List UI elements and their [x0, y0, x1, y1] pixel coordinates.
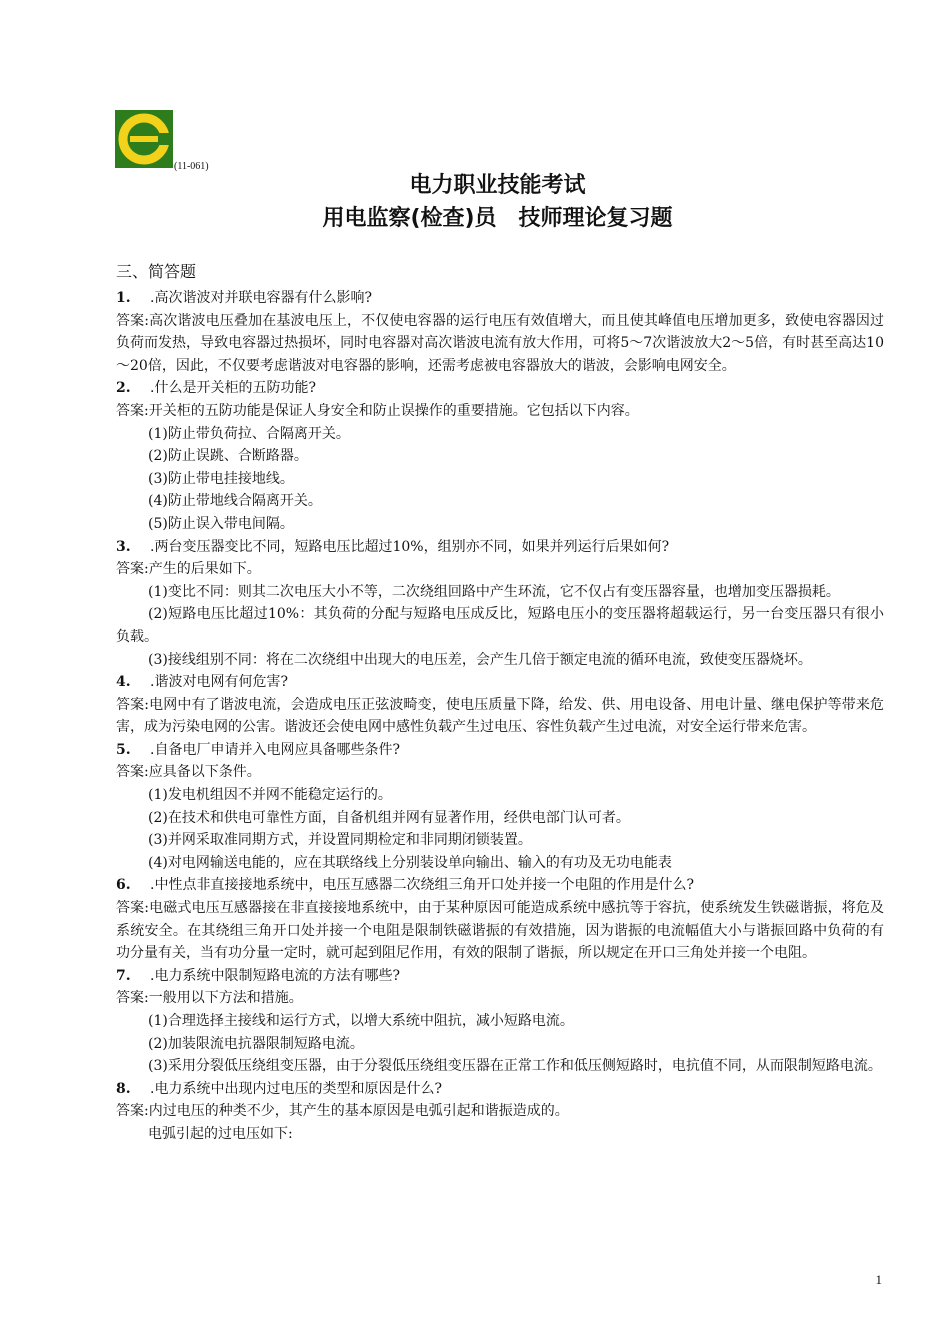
page-number: 1 [875, 1272, 882, 1287]
answer-text: 答案:电磁式电压互感器接在非直接接地系统中，由于某种原因可能造成系统中感抗等于容抗，使系统发生铁磁谐振，将危及系统安全。在其绕组三角开口处并接一个电阻是限制铁磁谐振的有效措施，因为谐振的电流幅值大小与谐振回路中负荷的有功分量有关，当有功分量一定时，就可起到阻尼作用，有效的限制了谐振，所以规定在开口三角处并接一个电阻。 [116, 900, 884, 962]
answer-item: (2)防止误跳、合断路器。 [148, 448, 308, 465]
question-text: .高次谐波对并联电容器有什么影响? [150, 290, 372, 306]
question-text: .中性点非直接接地系统中，电压互感器二次绕组三角开口处并接一个电阻的作用是什么? [150, 877, 694, 894]
question [116, 287, 884, 310]
answer-text: 答案:内过电压的种类不少，其产生的基本原因是电弧引起和谐振造成的。 [116, 1103, 569, 1120]
answer-item: (3)采用分裂低压绕组变压器，由于分裂低压绕组变压器在正常工作和低压侧短路时，电抗值不同，从而限制短路电流。 [148, 1058, 882, 1075]
question-number: 3. [116, 538, 131, 555]
question [116, 965, 884, 988]
question [116, 739, 884, 762]
question-number: 8. [116, 1080, 131, 1097]
answer-item: (2)短路电压比超过10%：其负荷的分配与短路电压成反比，短路电压小的变压器将超载运行，另一台变压器只有很小负载。 [116, 606, 884, 645]
document-title: 电力职业技能考试 [409, 173, 586, 198]
answer-item: (4)对电网输送电能的，应在其联络线上分别装设单向输出、输入的有功及无功电能表 [148, 854, 672, 871]
question [116, 874, 884, 897]
question-list [116, 287, 884, 1146]
answer-item: (2)加装限流电抗器限制短路电流。 [148, 1035, 364, 1052]
answer-item: (5)防止误入带电间隔。 [148, 515, 294, 532]
question [116, 1078, 884, 1101]
answer-text: 答案:高次谐波电压叠加在基波电压上，不仅使电容器的运行电压有效值增大，而且使其峰值电压增加更多，致使电容器因过负荷而发热，导致电容器过热损坏，同时电容器对高次谐波电流有放大作用，可将5～7次谐波放大2～5倍，有时甚至高达10～20倍，因此，不仅要考虑谐波对电容器的影响，还需考虑被电容器放大的谐波，会影响电网安全。 [116, 312, 884, 374]
question-number: 6. [116, 877, 131, 894]
answer-text: 答案:产生的后果如下。 [116, 561, 261, 578]
question-number: 2. [116, 380, 131, 397]
question-text: .什么是开关柜的五防功能? [150, 380, 316, 397]
question-text: .两台变压器变比不同，短路电压比超过10%，组别亦不同，如果并列运行后果如何? [150, 538, 670, 555]
power-exam-logo-icon [115, 110, 173, 168]
answer-item: (1)发电机组因不并网不能稳定运行的。 [148, 787, 392, 804]
question-number: 1. [116, 290, 131, 306]
question-number: 4. [116, 674, 131, 691]
answer-text: 答案:电网中有了谐波电流，会造成电压正弦波畸变，使电压质量下降，给发、供、用电设备、用电计量、继电保护等带来危害，成为污染电网的公害。谐波还会使电网中感性负载产生过电压、容性负载产生过电流，对安全运行带来危害。 [116, 696, 884, 736]
question-text: .自备电厂申请并入电网应具备哪些条件? [150, 741, 400, 758]
answer-item: (3)接线组别不同：将在二次绕组中出现大的电压差，会产生几倍于额定电流的循环电流，致使变压器烧坏。 [148, 651, 812, 668]
question-text: .电力系统中出现内过电压的类型和原因是什么? [150, 1080, 442, 1097]
question-text: .电力系统中限制短路电流的方法有哪些? [150, 967, 400, 984]
question [116, 536, 884, 559]
question [116, 671, 884, 694]
answer-item: (1)防止带负荷拉、合隔离开关。 [148, 425, 350, 442]
answer-text: 答案:一般用以下方法和措施。 [116, 990, 303, 1007]
answer-item: (3)并网采取准同期方式，并设置同期检定和非同期闭锁装置。 [148, 832, 532, 849]
answer-item: (1)合理选择主接线和运行方式，以增大系统中阻抗，减小短路电流。 [148, 1013, 574, 1029]
question-number: 7. [116, 967, 131, 984]
question-text: .谐波对电网有何危害? [150, 674, 288, 691]
answer-item: (3)防止带电挂接地线。 [148, 470, 294, 487]
answer-item: (2)在技术和供电可靠性方面，自备机组并网有显著作用，经供电部门认可者。 [148, 809, 630, 826]
question [116, 377, 884, 400]
answer-item: (1)变比不同：则其二次电压大小不等，二次绕组回路中产生环流，它不仅占有变压器容量，也增加变压器损耗。 [148, 583, 840, 600]
document-subtitle: 用电监察(检查)员 技师理论复习题 [322, 206, 673, 231]
section-heading: 三、简答题 [116, 262, 197, 281]
answer-text: 答案:应具备以下条件。 [116, 764, 261, 781]
answer-item: 电弧引起的过电压如下: [148, 1125, 293, 1142]
document-code: (11-061) [174, 161, 209, 172]
answer-item: (4)防止带地线合隔离开关。 [148, 493, 322, 510]
question-number: 5. [116, 741, 131, 758]
answer-text: 答案:开关柜的五防功能是保证人身安全和防止误操作的重要措施。它包括以下内容。 [116, 402, 639, 419]
